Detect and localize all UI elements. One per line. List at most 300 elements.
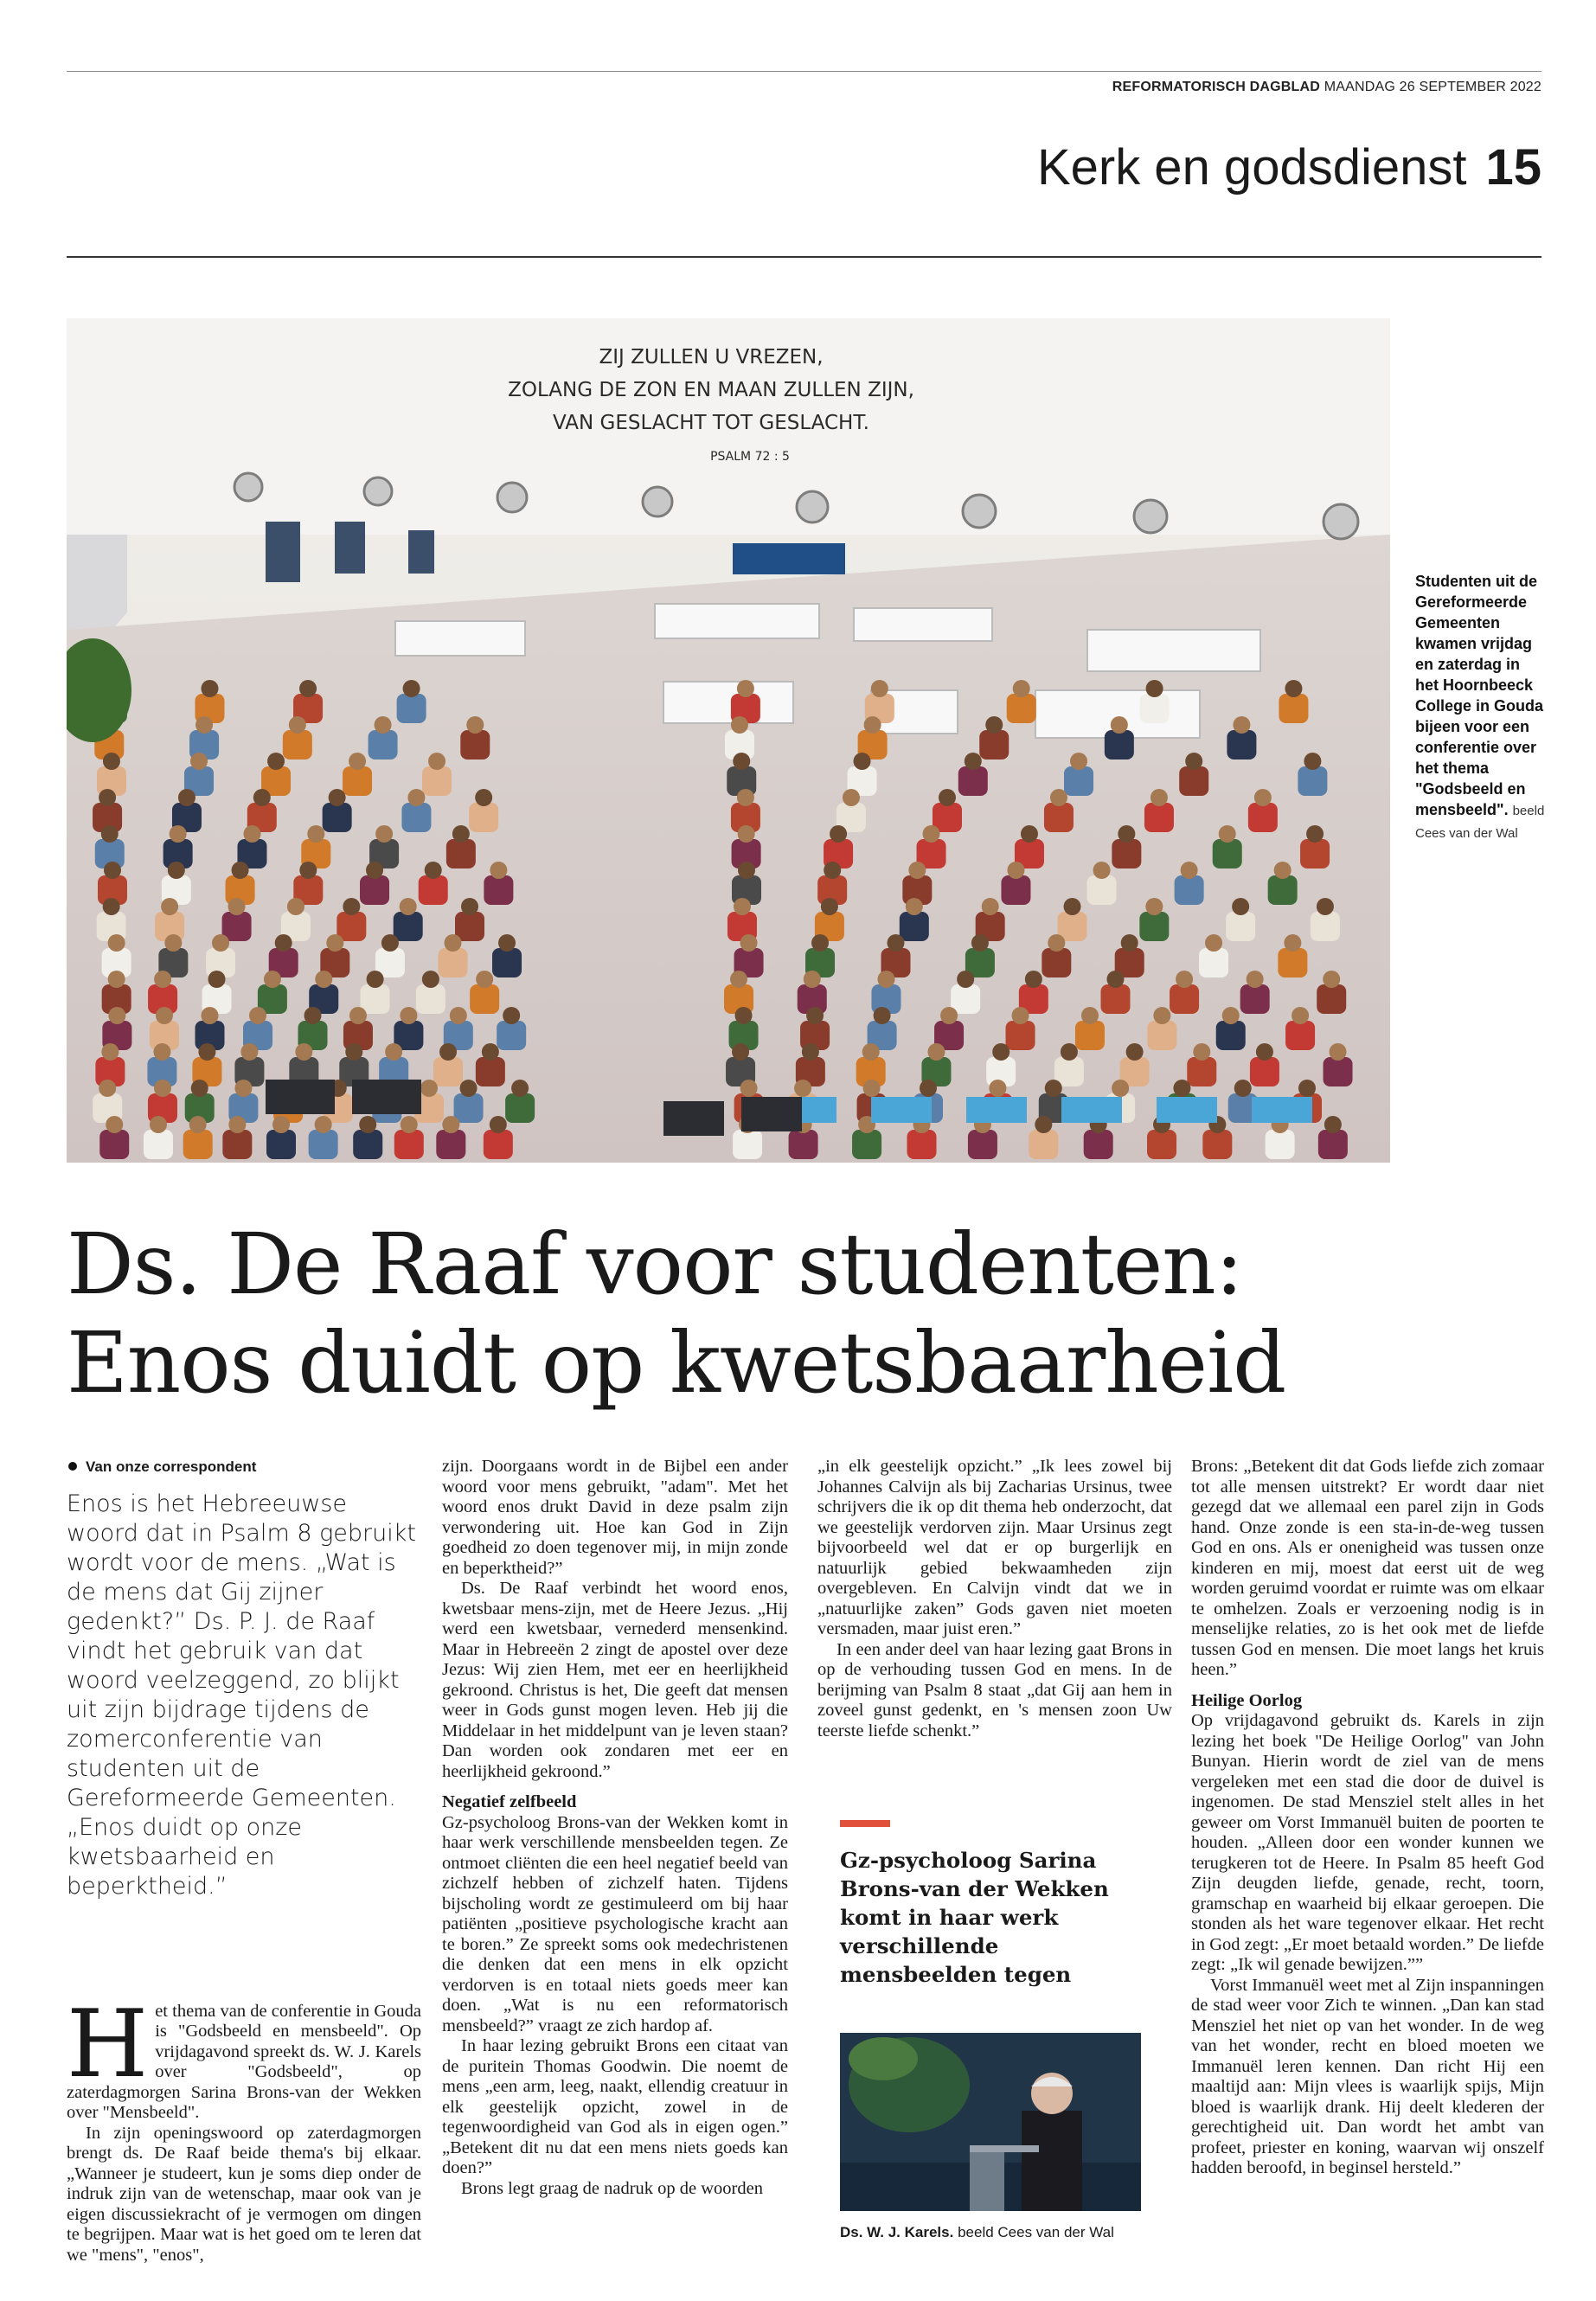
audience-member-body — [484, 1130, 513, 1159]
audience-member-head — [1306, 825, 1324, 843]
audience-member-head — [733, 753, 750, 770]
audience-member-head — [150, 1116, 167, 1133]
audience-member-head — [307, 825, 324, 843]
audience-member-head — [99, 789, 116, 806]
audience-member-head — [428, 753, 445, 770]
karels-caption-credit: beeld Cees van der Wal — [958, 2224, 1114, 2240]
audience-member-body — [968, 1130, 997, 1159]
audience-member-head — [243, 825, 260, 843]
audience-member-head — [212, 934, 229, 952]
audience-member-head — [99, 1080, 116, 1097]
audience-member-body — [1064, 766, 1093, 796]
audience-member-head — [201, 1007, 218, 1024]
body-paragraph-1 — [67, 1990, 421, 2124]
audience-member-head — [490, 1116, 507, 1133]
audience-member-head — [1317, 898, 1334, 915]
intro — [67, 1490, 421, 1901]
audience-member-head — [843, 789, 860, 806]
audience-member-body — [951, 984, 980, 1014]
audience-member-head — [1330, 1043, 1347, 1061]
audience-member-body — [222, 1130, 252, 1159]
body-paragraph-3: Ds. De Raaf verbindt het woord enos, kwetsbaar mens-zijn, met de Heere Jezus. „Hij werd een kwetsbaar, vernederd mensenkind. Maar in Hebreeën 2 zingt de apostel over deze Jezus: Wij zien Hem, met eer en heerlijkheid gekroond. Christus is het, Die geeft dat mensen weer in Gods gunst mogen leven. Heb jij die Middelaar in het middelpunt van je leven staan? Dan worden ook zondaren met eer en heerlijkheid gekroond.” — [442, 1579, 788, 1781]
audience-member-head — [403, 680, 420, 697]
body-start — [67, 1990, 421, 2266]
audience-member-head — [345, 1043, 362, 1061]
audience-member-head — [452, 825, 470, 843]
section-title: Kerk en godsdienst — [1036, 139, 1467, 195]
audience-member-head — [154, 1080, 171, 1097]
wall-text-line3: VAN GESLACHT TOT GESLACHT. — [553, 412, 869, 434]
audience-member-body — [1199, 948, 1228, 977]
audience-member-head — [170, 825, 187, 843]
audience-member-head — [908, 862, 926, 879]
audience-member-body — [1140, 694, 1170, 723]
audience-member-body — [401, 803, 431, 832]
chair — [1252, 1097, 1312, 1123]
audience-member-head — [730, 971, 747, 988]
masthead-date: MAANDAG 26 SEPTEMBER 2022 — [1324, 80, 1542, 94]
audience-member-body — [1187, 1057, 1216, 1086]
audience-member-body — [492, 948, 522, 977]
audience-member-head — [253, 789, 271, 806]
audience-member-head — [738, 825, 755, 843]
audience-member-head — [1021, 825, 1038, 843]
audience-member-head — [329, 789, 346, 806]
audience-member-body — [1044, 803, 1074, 832]
audience-member-head — [103, 898, 120, 915]
audience-member-body — [1179, 766, 1208, 796]
audience-member-head — [191, 1080, 208, 1097]
body-paragraph-7: In een ander deel van haar lezing gaat Brons in op de verhouding tussen God en mens. In de berijming van Psalm 8 staat „dat Gij aan hem in zoveel gunst gedenkt, en 's mensen zoon Uw teerste liefde schenkt.” — [817, 1639, 1172, 1740]
audience-member-head — [1292, 1007, 1309, 1024]
audience-member-head — [1181, 862, 1198, 879]
audience-member-head — [864, 716, 881, 734]
audience-member-head — [267, 753, 285, 770]
audience-member-head — [957, 971, 974, 988]
audience-member-head — [1219, 825, 1236, 843]
audience-member-head — [877, 971, 894, 988]
audience-member-head — [299, 862, 317, 879]
audience-member-head — [299, 680, 317, 697]
audience-member-head — [920, 1080, 937, 1097]
audience-member-head — [264, 971, 281, 988]
audience-member-body — [1318, 1130, 1348, 1159]
top-rule — [67, 71, 1542, 72]
intro-text: Enos is het Hebreeuwse woord dat in Psalm 8 gebruikt wordt voor de mens. „Wat is de mens dat Gij zijner gedenkt?” Ds. P. J. de Raaf vindt het gebruik van dat woord veelzeggend, zo blijkt uit zijn bijdrage tijdens de zomerconferentie van studenten uit de Gereformeerde Gemeenten. „Enos duidt op onze kwetsbaarheid en beperktheid.” — [67, 1490, 416, 1900]
audience-member-body — [438, 948, 467, 977]
audience-member-head — [450, 1007, 467, 1024]
audience-member-body — [1268, 875, 1298, 905]
audience-member-head — [164, 934, 182, 952]
audience-member-head — [1045, 1080, 1062, 1097]
audience-member-head — [442, 1116, 459, 1133]
audience-member-body — [1175, 875, 1204, 905]
byline — [67, 1457, 421, 1477]
audience-member-body — [1300, 839, 1330, 868]
audience-member-head — [1153, 1007, 1170, 1024]
audience-member-body — [1279, 694, 1308, 723]
audience-member-head — [1205, 934, 1222, 952]
audience-member-head — [1025, 971, 1042, 988]
audience-member-head — [971, 934, 989, 952]
audience-member-head — [731, 716, 748, 734]
audience-member-body — [422, 766, 452, 796]
audience-member-head — [1233, 716, 1250, 734]
karels-caption — [840, 2224, 1151, 2241]
audience-member-head — [1118, 825, 1135, 843]
audience-member-head — [108, 971, 125, 988]
audience-member-head — [906, 898, 923, 915]
audience-member-head — [349, 1007, 367, 1024]
audience-member-head — [349, 753, 366, 770]
pull-quote-text: Gz-psycholoog Sarina Brons-van der Wekken komt in haar werk verschillende mensbeelden tegen — [840, 1848, 1109, 1987]
audience-member-body — [416, 984, 445, 1014]
audience-member-head — [381, 934, 399, 952]
audience-member-body — [1105, 730, 1134, 760]
audience-member-head — [989, 1080, 1006, 1097]
audience-member-body — [1007, 694, 1036, 723]
audience-member-head — [1007, 862, 1024, 879]
audience-member-head — [295, 1043, 312, 1061]
chair — [1061, 1097, 1122, 1123]
audience-member-head — [289, 716, 306, 734]
audience-member-head — [1185, 753, 1202, 770]
byline-text: Van onze correspondent — [86, 1458, 257, 1475]
audience-member-head — [228, 1116, 246, 1133]
audience-member-head — [1304, 753, 1321, 770]
audience-member-head — [154, 971, 171, 988]
audience-member-body — [789, 1130, 818, 1159]
audience-member-head — [862, 1043, 880, 1061]
audience-member-head — [830, 825, 847, 843]
audience-member-head — [476, 971, 493, 988]
byline-bullet — [68, 1462, 77, 1471]
audience-member-head — [794, 1080, 811, 1097]
audience-member-head — [940, 1007, 958, 1024]
subheading-negatief-zelfbeeld: Negatief zelfbeeld — [442, 1792, 577, 1811]
audience-member-head — [503, 1007, 520, 1024]
audience-member-body — [266, 1130, 296, 1159]
audience-member-head — [201, 680, 218, 697]
audience-member-head — [1070, 753, 1087, 770]
audience-member-head — [1247, 971, 1264, 988]
audience-member-head — [1256, 1043, 1273, 1061]
audience-member-body — [958, 766, 988, 796]
audience-member-head — [475, 789, 492, 806]
audience-member-body — [337, 912, 366, 941]
audience-member-body — [1248, 803, 1278, 832]
body-paragraph-6b: „in elk geestelijk opzicht.” „Ik lees zowel bij Johannes Calvijn als bij Zacharias Ursinus, twee schrijvers die ik op dit thema heb onderzocht, dat we geestelijk verdorven zijn. Maar Ursinus zegt bijvoorbeeld wel dat er op burgerlijk en natuurlijk gebied bekwaamheden zijn overgebleven. En Calvijn vindt dat we in „natuurlijke zaken” Gods gaven niet moeten versmaden, maar juist eren.” — [817, 1457, 1172, 1638]
audience-member-head — [732, 1043, 749, 1061]
audience-member-head — [400, 898, 417, 915]
karels-photo — [840, 2033, 1141, 2211]
audience-member-head — [375, 825, 393, 843]
audience-member-head — [304, 1007, 322, 1024]
audience-member-body — [1075, 1021, 1105, 1050]
audience-member-head — [420, 1080, 438, 1097]
audience-member-body — [979, 730, 1009, 760]
audience-member-head — [737, 680, 754, 697]
audience-member-head — [1050, 789, 1067, 806]
audience-member-body — [433, 1057, 463, 1086]
audience-member-head — [101, 1043, 119, 1061]
audience-member-head — [1048, 934, 1065, 952]
audience-member-head — [103, 753, 120, 770]
audience-member-head — [189, 1116, 207, 1133]
audience-member-head — [1234, 1080, 1252, 1097]
body-paragraph-6a: Brons legt graag de nadruk op de woorden — [461, 2178, 763, 2198]
audience-member-body — [343, 766, 372, 796]
audience-member-head — [927, 1043, 945, 1061]
audience-member-head — [275, 934, 292, 952]
audience-member-head — [863, 1080, 881, 1097]
body-paragraph-2a: In zijn openingswoord op zaterdagmorgen brengt ds. De Raaf beide thema's bij elkaar. „Wanneer je studeert, kun je soms diep onder de indruk zijn van de wetenschap, maar ook van je eigen discussiekracht of je vermogen om dingen te begrijpen. Maar wat is het goed om te leren dat we "mens", "enos", — [67, 2123, 421, 2265]
audience-member-head — [511, 1080, 529, 1097]
audience-member-body — [455, 912, 484, 941]
section-header — [1037, 138, 1542, 196]
audience-member-head — [1146, 680, 1163, 697]
audience-member-head — [106, 1116, 123, 1133]
audience-member-head — [802, 1043, 819, 1061]
headline — [67, 1215, 1537, 1413]
audience-member-body — [733, 1130, 762, 1159]
audience-member-head — [965, 753, 982, 770]
audience-member-body — [183, 1130, 213, 1159]
audience-member-head — [1061, 1043, 1078, 1061]
audience-member-head — [1298, 1080, 1316, 1097]
audience-member-head — [1284, 934, 1301, 952]
headline-line2: Enos duidt op kwetsbaarheid — [67, 1314, 1286, 1412]
audience-member-head — [740, 934, 758, 952]
audience-member-body — [99, 1130, 129, 1159]
audience-member-body — [353, 1130, 382, 1159]
column-1 — [67, 1457, 421, 2266]
audience-member-head — [287, 898, 304, 915]
audience-member-head — [734, 898, 751, 915]
audience-member-body — [497, 1021, 526, 1050]
audience-member-head — [985, 716, 1003, 734]
audience-member-body — [505, 1093, 535, 1123]
audience-member-head — [460, 1080, 478, 1097]
audience-member-head — [228, 898, 246, 915]
section-rule — [67, 256, 1542, 258]
audience-member-head — [366, 862, 383, 879]
audience-member-body — [419, 875, 448, 905]
audience-member-head — [982, 898, 999, 915]
audience-member-head — [400, 1007, 417, 1024]
audience-member-head — [422, 971, 439, 988]
audience-member-head — [1112, 1080, 1129, 1097]
audience-member-head — [104, 862, 121, 879]
audience-member-body — [852, 1130, 881, 1159]
dropcap: H — [67, 1990, 149, 2099]
audience-member-body — [1285, 1021, 1315, 1050]
audience-member-head — [939, 789, 956, 806]
audience-member-head — [108, 934, 125, 952]
audience-member-body — [309, 1130, 338, 1159]
audience-member-head — [375, 716, 392, 734]
audience-member-head — [1151, 789, 1168, 806]
audience-member-head — [315, 1116, 332, 1133]
audience-member-head — [1093, 862, 1111, 879]
audience-member-head — [1126, 1043, 1144, 1061]
body-paragraph-8: Brons: „Betekent dit dat Gods liefde zich zomaar tot alle mensen uitstrekt? Er wordt daar niet gezegd dat we allemaal een parel zijn in Gods hand. Onze zonde is een sta-in-de-weg tussen God en ons. Als er onenigheid was tussen onze kinderen en mij, moest dat eerst uit de weg worden geruimd voordat er ruimte was om elkaar te omhelzen. Zoals er verzoening nodig is in menselijke relaties, zo is het ook met de liefde tussen God en mensen. Die moet langs het kruis heen.” — [1191, 1457, 1544, 1679]
audience-member-body — [1324, 1057, 1353, 1086]
audience-member-body — [900, 912, 929, 941]
subheading-heilige-oorlog: Heilige Oorlog — [1191, 1690, 1303, 1710]
audience-member-head — [439, 1043, 457, 1061]
audience-member-head — [153, 1043, 170, 1061]
chair — [871, 1097, 932, 1123]
audience-member-head — [1106, 971, 1124, 988]
caption-text: Studenten uit de Gereformeerde Gemeenten kwamen vrijdag en zaterdag in het Hoornbeeck College in Gouda bijeen voor een conferentie over het thema "Godsbeeld en mensbeeld". — [1415, 573, 1544, 818]
body-p1-text: et thema van de conferentie in Gouda is "Godsbeeld en mensbeeld". Op vrijdagavond spreekt ds. W. J. Karels over "Godsbeeld", op zaterdagmorgen Sarina Brons-van der Wekken over "Mensbeeld". — [67, 2001, 421, 2122]
audience-member-body — [436, 1130, 465, 1159]
karels-photo-illustration — [840, 2033, 1141, 2211]
audience-member-head — [240, 1043, 258, 1061]
audience-member-head — [198, 1043, 215, 1061]
audience-member-body — [1042, 948, 1071, 977]
audience-member-head — [425, 862, 442, 879]
audience-member-head — [367, 971, 384, 988]
audience-member-head — [1081, 1007, 1099, 1024]
audience-member-head — [737, 789, 754, 806]
audience-member-head — [923, 825, 940, 843]
column-2 — [442, 1457, 788, 2199]
audience-member-head — [1193, 1043, 1210, 1061]
audience-member-head — [101, 825, 119, 843]
audience-member-head — [1121, 934, 1138, 952]
chair — [966, 1097, 1027, 1123]
audience-member-body — [1087, 875, 1117, 905]
audience-member-body — [484, 875, 513, 905]
audience-member-head — [498, 934, 516, 952]
audience-member-head — [315, 971, 332, 988]
audience-member-head — [887, 934, 904, 952]
audience-member-body — [1216, 1021, 1246, 1050]
audience-member-head — [1222, 1007, 1240, 1024]
headline-line1: Ds. De Raaf voor studenten: — [67, 1215, 1243, 1313]
audience-member-head — [461, 898, 478, 915]
audience-member-body — [1213, 839, 1242, 868]
pull-quote-accent-bar — [840, 1820, 890, 1827]
audience-member-head — [1324, 1116, 1342, 1133]
audience-member-head — [482, 1043, 499, 1061]
audience-member-head — [401, 1116, 418, 1133]
audience-member-body — [283, 730, 312, 760]
audience-member-head — [804, 971, 821, 988]
audience-member-head — [1013, 680, 1030, 697]
audience-member-body — [1226, 912, 1255, 941]
caption-credit: beeld Cees van der Wal — [1415, 804, 1545, 841]
audience-member-body — [1202, 1130, 1232, 1159]
audience-member-head — [232, 862, 249, 879]
audience-member-head — [1232, 898, 1249, 915]
audience-member-body — [144, 1130, 173, 1159]
audience-member-head — [1111, 716, 1128, 734]
audience-member-body — [361, 984, 390, 1014]
audience-member-body — [476, 1057, 505, 1086]
column-4 — [1191, 1457, 1544, 2179]
audience-member-head — [208, 971, 226, 988]
audience-member-body — [394, 912, 423, 941]
audience-member-body — [907, 1130, 937, 1159]
wall-text-line1: ZIJ ZULLEN U VREZEN, — [599, 346, 824, 369]
masthead-paper: REFORMATORISCH DAGBLAD — [1112, 80, 1321, 94]
audience-member-head — [1254, 789, 1272, 806]
audience-member-head — [854, 753, 871, 770]
audience-member-head — [735, 1007, 753, 1024]
audience-member-head — [1035, 1116, 1052, 1133]
audience-member-head — [1285, 680, 1302, 697]
audience-member-head — [195, 716, 213, 734]
audience-member-head — [490, 862, 507, 879]
audience-member-head — [444, 934, 461, 952]
audience-member-head — [168, 862, 185, 879]
audience-member-head — [272, 1116, 290, 1133]
pull-quote — [840, 1820, 1117, 1989]
audience-member-head — [161, 898, 178, 915]
audience-member-head — [178, 789, 195, 806]
audience-member-head — [1012, 1007, 1029, 1024]
audience-member-body — [1250, 1057, 1279, 1086]
audience-member-head — [1173, 1080, 1190, 1097]
audience-member-body — [1001, 875, 1030, 905]
audience-member-head — [156, 1007, 173, 1024]
audience-member-body — [1170, 984, 1199, 1014]
audience-member-head — [1064, 898, 1081, 915]
audience-member-body — [1029, 1130, 1058, 1159]
audience-member-body — [360, 875, 389, 905]
audience-member-head — [385, 1043, 402, 1061]
wall-text-ref: PSALM 72 : 5 — [710, 450, 790, 464]
body-paragraph-4: Gz-psycholoog Brons-van der Wekken komt in haar werk verschillende mensbeelden tegen. Ze ontmoet cliënten die een heel negatief beeld van zichzelf hebben of zichzelf haten. Tijdens bijscholing wordt ze gestimuleerd om bij haar patiënten „positieve psychologische kracht aan te boren.” Ze spreekt soms ook medechristenen die denken dat een mens in elk opzicht verdorven is en totaal niets goeds meer kan doen. „Wat is nu een reformatorisch mensbeeld?” vraagt ze zich hardop af. — [442, 1812, 788, 2035]
audience-member-body — [454, 1093, 484, 1123]
audience-member-body — [446, 839, 476, 868]
audience-member-body — [323, 803, 352, 832]
audience-member-head — [806, 1007, 824, 1024]
chair — [1157, 1097, 1217, 1123]
audience-member-body — [397, 694, 426, 723]
audience-member-body — [1100, 984, 1130, 1014]
audience-member-body — [460, 730, 490, 760]
body-paragraph-10: Vorst Immanuël weet met al Zijn inspanningen de stad weer voor Zich te winnen. „Dan kan stad Mensziel het niet op van het wonder. In de weg van het wonder, recht en bloed moeten we Immanuël leren kennen. Dan richt Hij een maaltijd aan: Mijn vlees is waarlijk spijs, Mijn bloed is waarlijk drank. Hij deelt klederen der gerechtigheid uit. Dan wordt het ambt van profeet, priester en koning, waarvan wij onszelf hadden beroofd, in beginsel hersteld.” — [1191, 1975, 1544, 2177]
audience-member-head — [343, 898, 360, 915]
audience-member-head — [738, 862, 755, 879]
audience-member-body — [1240, 984, 1270, 1014]
audience-member-body — [1112, 839, 1141, 868]
audience-member-body — [1317, 984, 1346, 1014]
audience-member-head — [108, 1007, 125, 1024]
column-3 — [817, 1457, 1172, 1741]
audience-member-body — [369, 730, 398, 760]
main-photo — [67, 318, 1390, 1163]
audience-member-head — [407, 789, 425, 806]
audience-member-body — [1084, 1130, 1113, 1159]
audience-member-head — [326, 934, 343, 952]
audience-member-head — [811, 934, 829, 952]
audience-member-body — [1298, 766, 1327, 796]
audience-member-head — [359, 1116, 376, 1133]
audience-member-body — [394, 1130, 424, 1159]
audience-member-head — [1176, 971, 1193, 988]
audience-member-head — [1274, 862, 1292, 879]
audience-member-body — [1139, 912, 1169, 941]
audience-member-body — [1147, 1130, 1176, 1159]
audience-member-head — [249, 1007, 266, 1024]
body-paragraph-2b: zijn. Doorgaans wordt in de Bijbel een ander woord voor mens gebruikt, "adam". Met het woord enos drukt David in deze psalm zijn verwondering uit. Hoe kan God in Zijn goedheid zo doen tegenover mij, in mijn zonde en beperktheid?” — [442, 1457, 788, 1578]
audience-member-head — [824, 862, 841, 879]
